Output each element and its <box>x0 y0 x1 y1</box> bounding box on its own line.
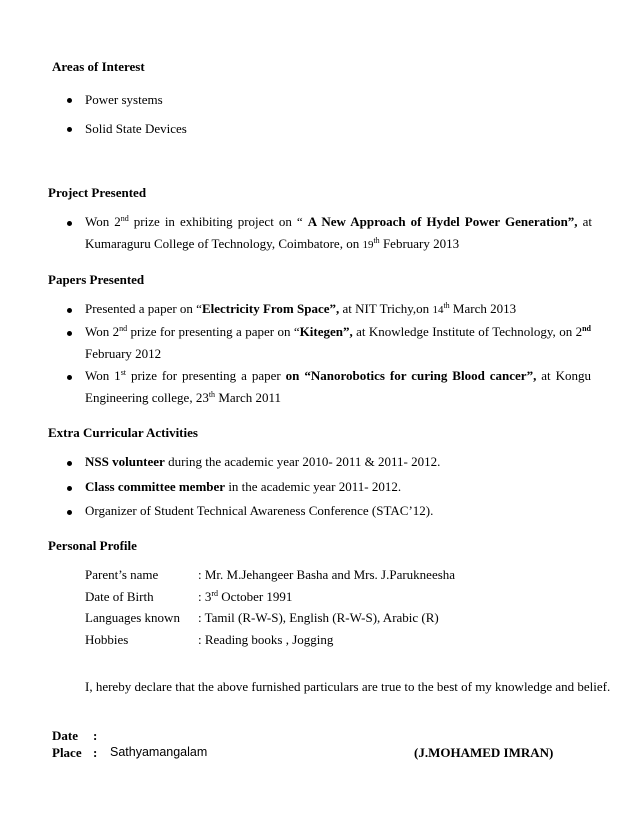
dob-value: : 3rd October 1991 <box>198 589 293 604</box>
paper-item-3-line2: Engineering college, 23th March 2011 <box>85 390 282 405</box>
extra-item-nss: NSS volunteer during the academic year 2010- 2011 & 2011- 2012. <box>85 454 441 469</box>
bullet-icon <box>67 127 72 132</box>
extra-item-class-committee: Class committee member in the academic year 2011- 2012. <box>85 479 402 494</box>
bullet-icon <box>67 308 72 313</box>
date-colon: : <box>93 728 98 743</box>
parents-name-label: Parent’s name <box>85 567 159 582</box>
areas-of-interest-heading: Areas of Interest <box>52 59 145 74</box>
papers-presented-heading: Papers Presented <box>48 272 145 287</box>
languages-value: : Tamil (R-W-S), English (R-W-S), Arabic (R) <box>198 610 439 625</box>
paper-item-2-line2: February 2012 <box>85 346 162 361</box>
bullet-icon <box>67 486 72 491</box>
paper-item-2-line1: Won 2nd prize for presenting a paper on “Kitegen”, at Knowledge Institute of Technology, on 2nd <box>85 324 592 339</box>
bullet-icon <box>67 375 72 380</box>
hobbies-label: Hobbies <box>85 632 129 647</box>
project-item-line1: Won 2nd prize in exhibiting project on “ A New Approach of Hydel Power Generation”, at <box>85 214 592 229</box>
bullet-icon <box>67 98 72 103</box>
area-item-solid-state: Solid State Devices <box>85 121 187 136</box>
extra-curricular-heading: Extra Curricular Activities <box>48 425 198 440</box>
project-item-line2: Kumaraguru College of Technology, Coimbatore, on 19th February 2013 <box>85 236 460 251</box>
bullet-icon <box>67 221 72 226</box>
parents-name-value: : Mr. M.Jehangeer Basha and Mrs. J.Parukneesha <box>198 567 456 582</box>
place-value: Sathyamangalam <box>110 745 208 759</box>
date-label: Date <box>52 728 78 743</box>
bullet-icon <box>67 461 72 466</box>
paper-item-1: Presented a paper on “Electricity From Space”, at NIT Trichy,on 14th March 2013 <box>85 301 517 316</box>
bullet-icon <box>67 331 72 336</box>
dob-label: Date of Birth <box>85 589 154 604</box>
bullet-icon <box>67 510 72 515</box>
hobbies-value: : Reading books , Jogging <box>198 632 334 647</box>
project-presented-heading: Project Presented <box>48 185 147 200</box>
languages-label: Languages known <box>85 610 180 625</box>
place-label: Place <box>52 745 82 760</box>
personal-profile-heading: Personal Profile <box>48 538 137 553</box>
declaration-text: I, hereby declare that the above furnished particulars are true to the best of my knowledge and belief. <box>85 679 611 694</box>
paper-item-3-line1: Won 1st prize for presenting a paper on “Nanorobotics for curing Blood cancer”, at Kongu <box>85 368 591 383</box>
extra-item-stac: Organizer of Student Technical Awareness Conference (STAC’12). <box>85 503 434 518</box>
signature-name: (J.MOHAMED IMRAN) <box>414 745 554 760</box>
place-colon: : <box>93 745 98 760</box>
area-item-power-systems: Power systems <box>85 92 163 107</box>
